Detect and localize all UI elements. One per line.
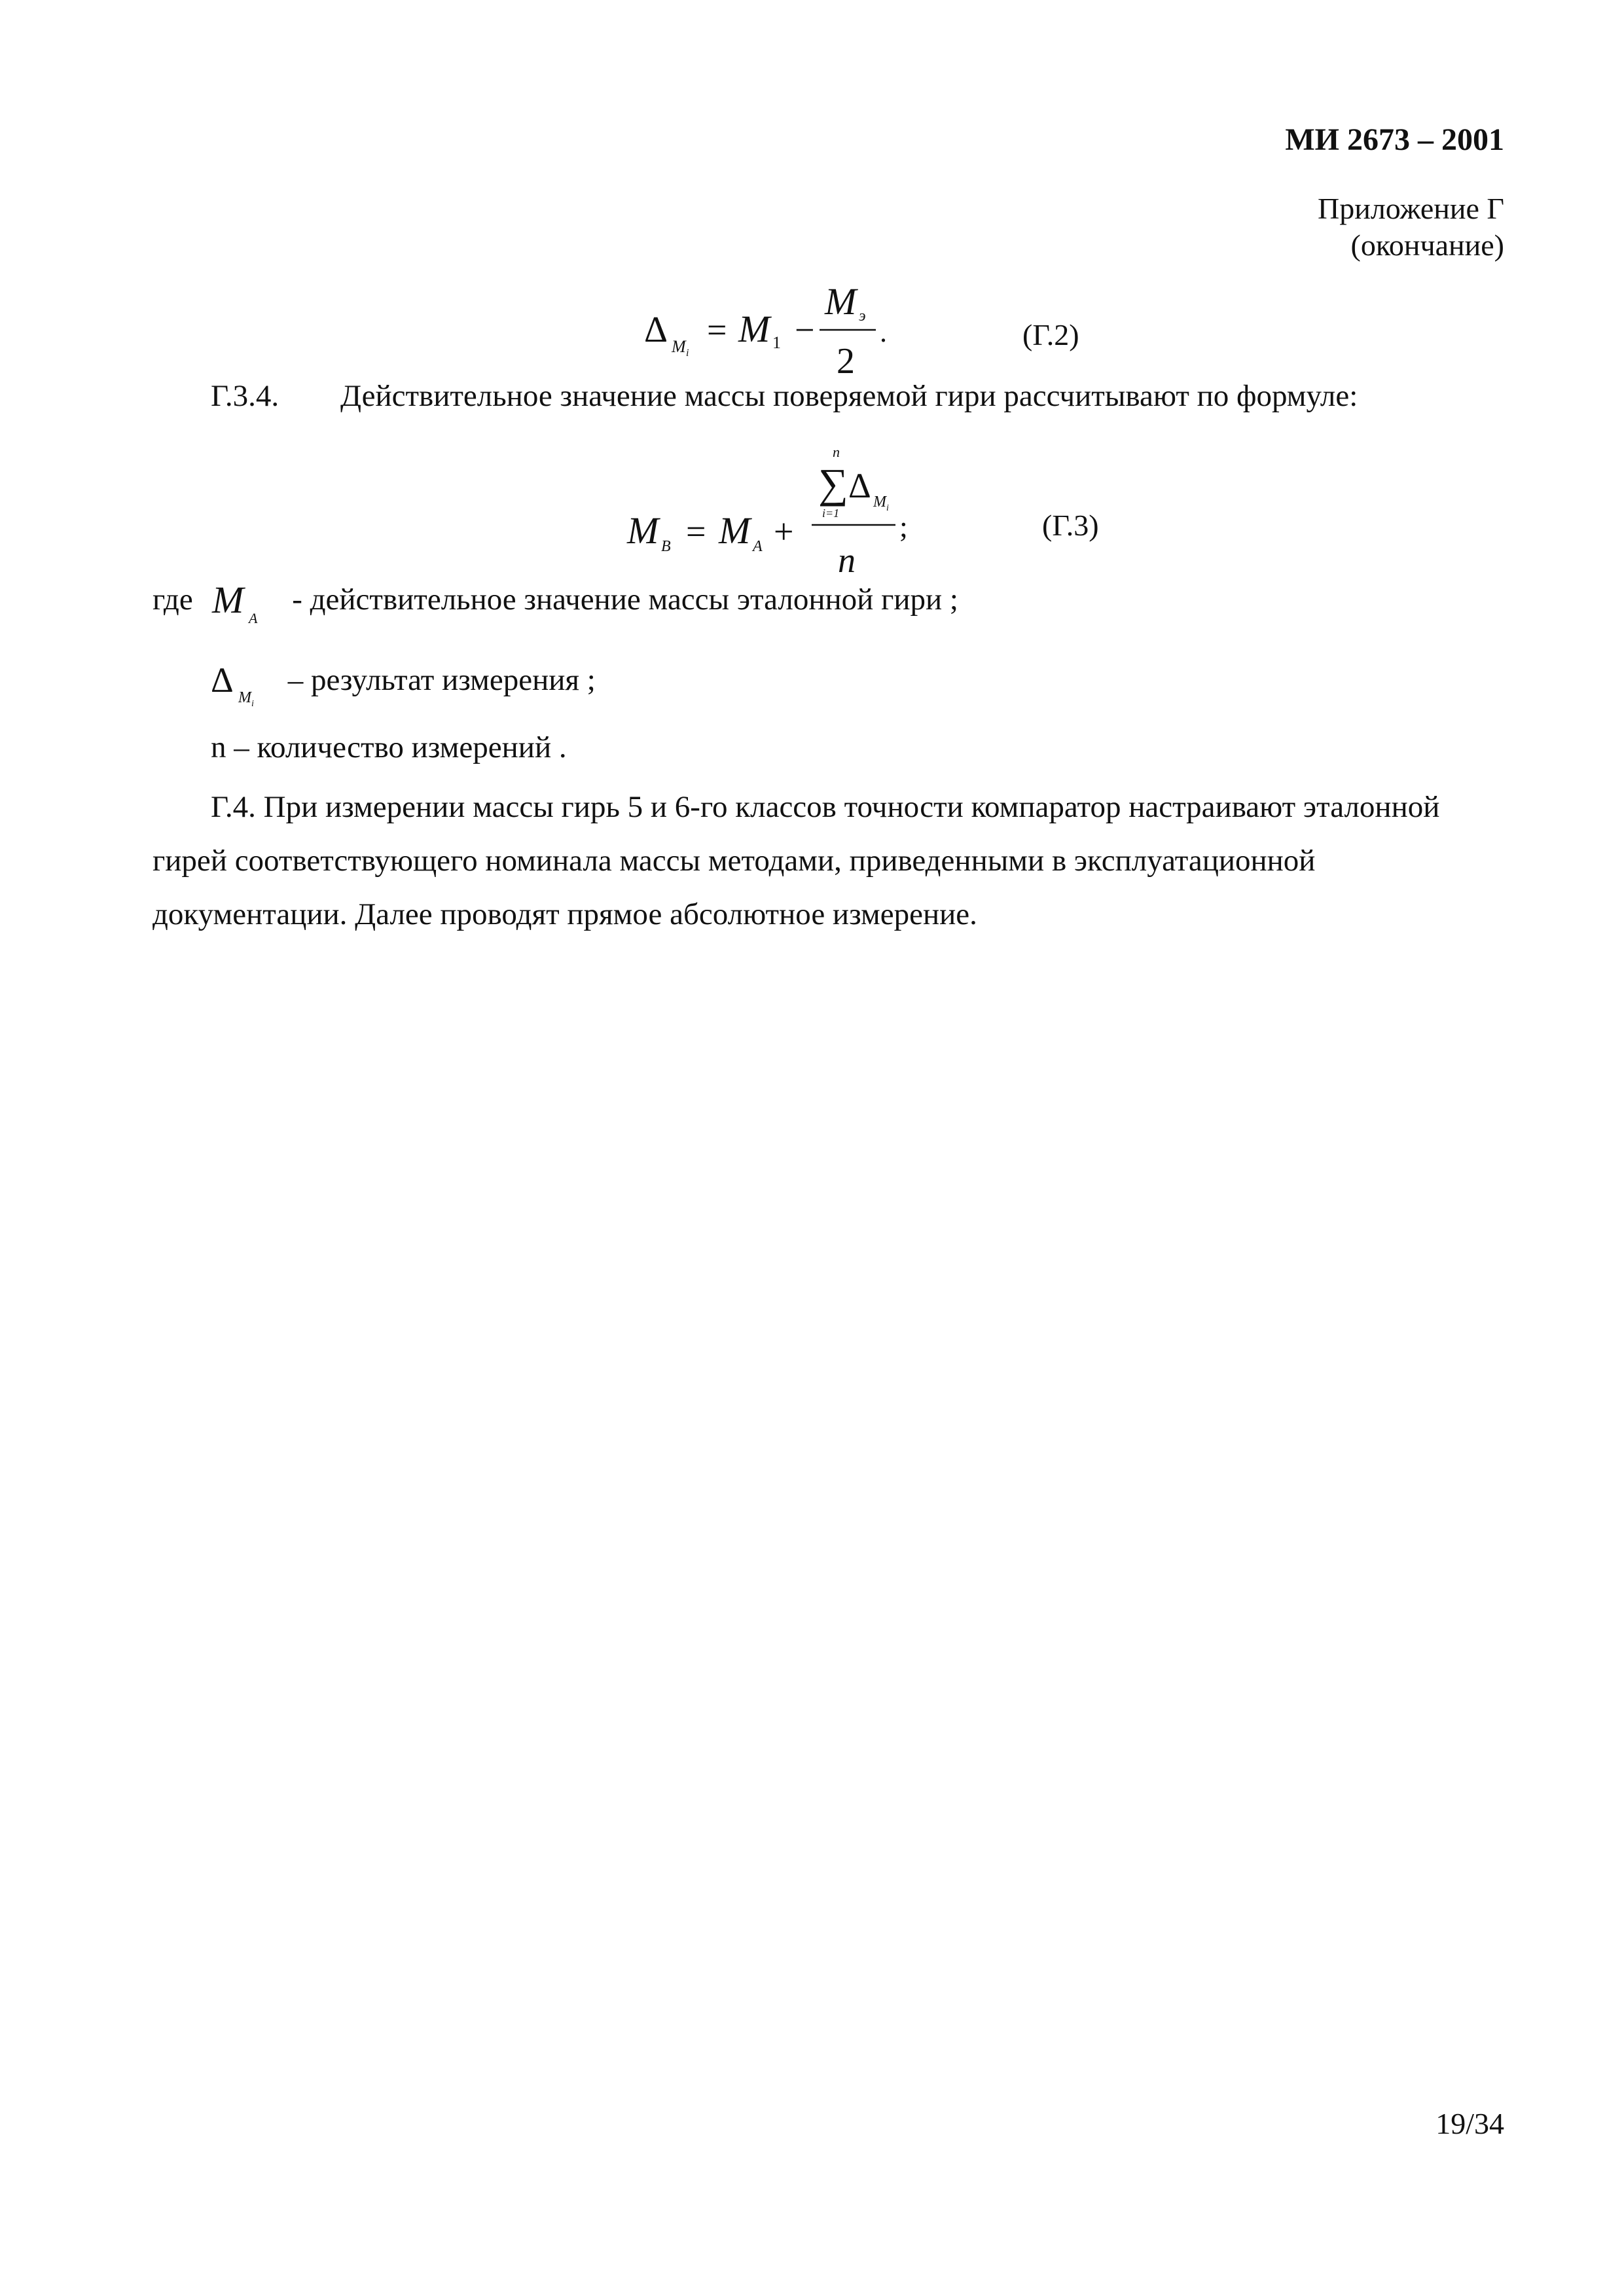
svg-text:A: A <box>249 610 258 626</box>
paragraph-g4: Г.4. При измерении массы гирь 5 и 6-го классов точности компаратор настраивают эталонной гирей соответствующего номинала массы методами, приведенными в эксплуатационной документации. Далее проводят прямое абсолютное измерение. <box>153 790 1440 931</box>
svg-text:Δ: Δ <box>211 660 234 700</box>
svg-text:Δ: Δ <box>644 310 668 350</box>
svg-text:A: A <box>753 538 763 555</box>
symbol-delta-mi <box>211 656 276 709</box>
formula-g2 <box>628 275 943 386</box>
definition-ma-text: - действительное значение массы эталонной гири ; <box>292 582 958 617</box>
symbol-ma <box>209 576 280 628</box>
svg-text:M: M <box>672 337 686 356</box>
svg-text:.: . <box>880 316 887 348</box>
svg-text:M: M <box>627 509 659 552</box>
paragraph-g34-number: Г.3.4. <box>211 379 280 413</box>
where-prefix: где <box>153 582 193 617</box>
svg-text:M: M <box>738 308 770 350</box>
svg-text:=: = <box>686 512 706 551</box>
svg-text:+: + <box>774 512 794 551</box>
svg-text:э: э <box>859 308 866 325</box>
formula-g3 <box>622 439 975 596</box>
svg-text:M: M <box>873 493 886 511</box>
appendix-title: Приложение Г <box>1318 192 1504 225</box>
svg-text:i: i <box>686 348 689 359</box>
paragraph-g34-text: Действительное значение массы поверяемой гири рассчитывают по формуле: <box>340 379 1358 413</box>
svg-text:=: = <box>707 310 727 350</box>
document-code: МИ 2673 – 2001 <box>1285 122 1504 157</box>
formula-g2-number: (Г.2) <box>1022 318 1079 351</box>
svg-text:2: 2 <box>837 341 855 382</box>
appendix-note: (окончание) <box>1350 228 1504 262</box>
svg-text:i: i <box>251 699 254 709</box>
definition-delta-text: – результат измерения ; <box>287 662 596 697</box>
svg-text:M: M <box>238 689 251 706</box>
svg-text:i: i <box>886 503 889 513</box>
svg-text:;: ; <box>899 510 908 543</box>
svg-text:M: M <box>212 579 244 621</box>
definition-delta <box>211 656 596 709</box>
svg-text:n: n <box>838 541 856 580</box>
definition-ma <box>153 576 958 628</box>
svg-text:−: − <box>795 310 815 350</box>
svg-text:n: n <box>833 444 840 460</box>
svg-text:Δ: Δ <box>848 466 871 505</box>
svg-text:i=1: i=1 <box>822 507 840 520</box>
definition-n: n – количество измерений . <box>211 730 567 764</box>
svg-text:∑: ∑ <box>818 460 848 507</box>
svg-text:M: M <box>825 280 857 323</box>
svg-text:B: B <box>661 538 671 555</box>
appendix-label <box>1318 190 1504 264</box>
svg-text:M: M <box>719 509 751 552</box>
svg-text:1: 1 <box>772 333 781 352</box>
page-number: 19/34 <box>1435 2107 1504 2140</box>
formula-g3-number: (Г.3) <box>1042 509 1099 542</box>
